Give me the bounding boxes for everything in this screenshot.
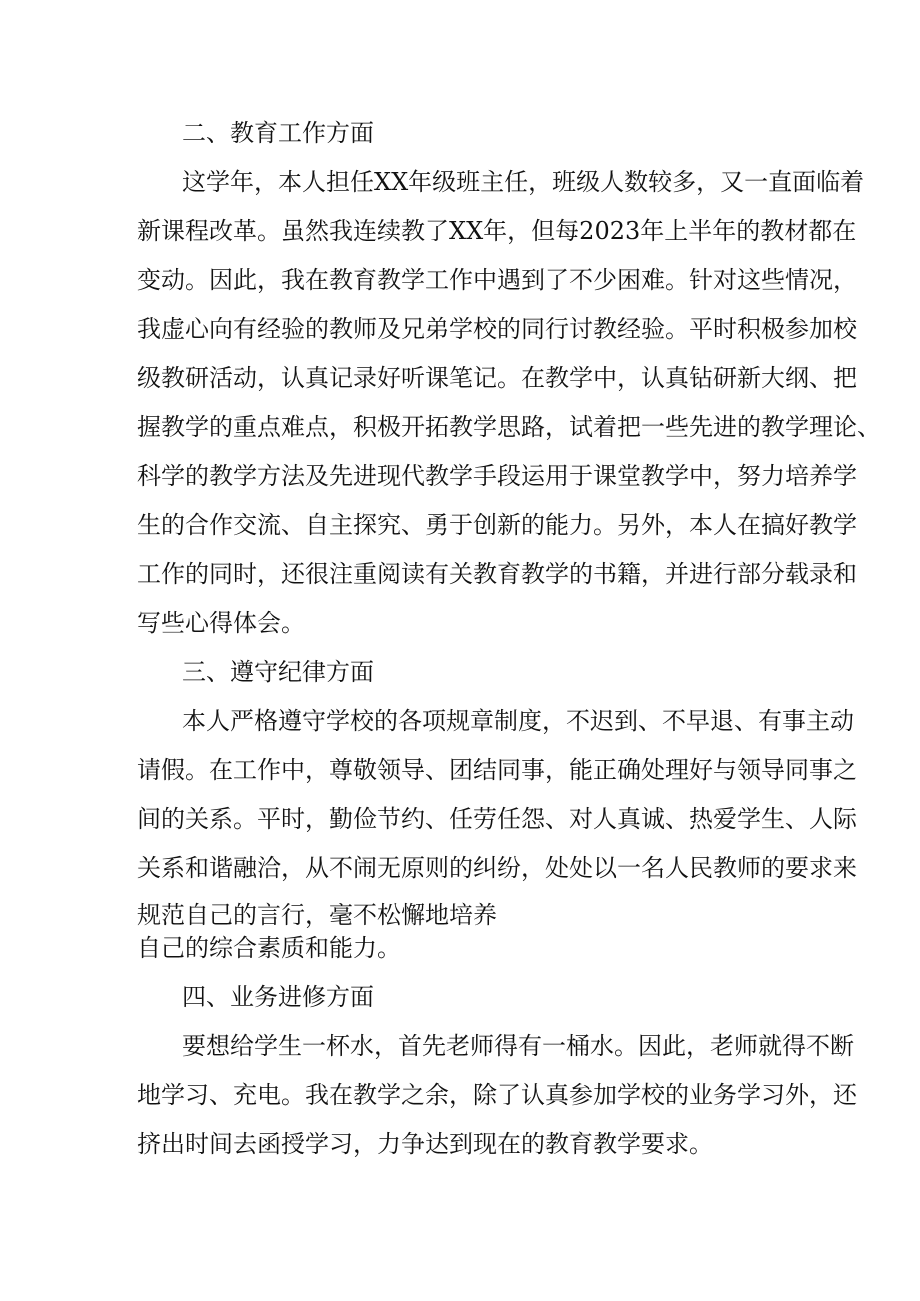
paragraph-line: 变动。因此，我在教育教学工作中遇到了不少困难。针对这些情况， — [137, 266, 857, 294]
paragraph-line: 地学习、充电。我在教学之余，除了认真参加学校的业务学习外，还 — [137, 1081, 857, 1109]
paragraph-line: 请假。在工作中，尊敬领导、团结同事，能正确处理好与领导同事之 — [137, 756, 857, 784]
paragraph-line: 要想给学生一杯水，首先老师得有一桶水。因此，老师就得不断 — [182, 1032, 854, 1060]
paragraph-line: 规范自己的言行，毫不松懈地培养 — [137, 901, 497, 929]
paragraph-line: 生的合作交流、自主探究、勇于创新的能力。另外，本人在搞好教学 — [137, 511, 857, 539]
paragraph-line: 工作的同时，还很注重阅读有关教育教学的书籍，并进行部分载录和 — [137, 560, 857, 588]
section-heading-study: 四、业务进修方面 — [182, 983, 374, 1011]
paragraph-line: 挤出时间去函授学习，力争达到现在的教育教学要求。 — [137, 1130, 713, 1158]
paragraph-line: 握教学的重点难点，积极开拓教学思路，试着把一些先进的教学理论、 — [137, 413, 881, 441]
paragraph-line: 写些心得体会。 — [137, 609, 305, 637]
section-heading-education: 二、教育工作方面 — [182, 119, 374, 147]
paragraph-line: 关系和谐融洽，从不闹无原则的纠纷，处处以一名人民教师的要求来 — [137, 854, 857, 882]
paragraph-line: 级教研活动，认真记录好听课笔记。在教学中，认真钻研新大纲、把 — [137, 364, 857, 392]
paragraph-line: 科学的教学方法及先进现代教学手段运用于课堂教学中，努力培养学 — [137, 462, 857, 490]
section-heading-discipline: 三、遵守纪律方面 — [182, 658, 374, 686]
paragraph-line: 自己的综合素质和能力。 — [137, 934, 401, 962]
paragraph-line: 间的关系。平时，勤俭节约、任劳任怨、对人真诚、热爱学生、人际 — [137, 805, 857, 833]
paragraph-line: 我虚心向有经验的教师及兄弟学校的同行讨教经验。平时积极参加校 — [137, 315, 857, 343]
paragraph-line: 本人严格遵守学校的各项规章制度，不迟到、不早退、有事主动 — [182, 707, 854, 735]
paragraph-line: 新课程改革。虽然我连续教了XX年，但每2023年上半年的教材都在 — [137, 217, 857, 245]
paragraph-line: 这学年，本人担任XX年级班主任，班级人数较多，又一直面临着 — [182, 168, 865, 196]
